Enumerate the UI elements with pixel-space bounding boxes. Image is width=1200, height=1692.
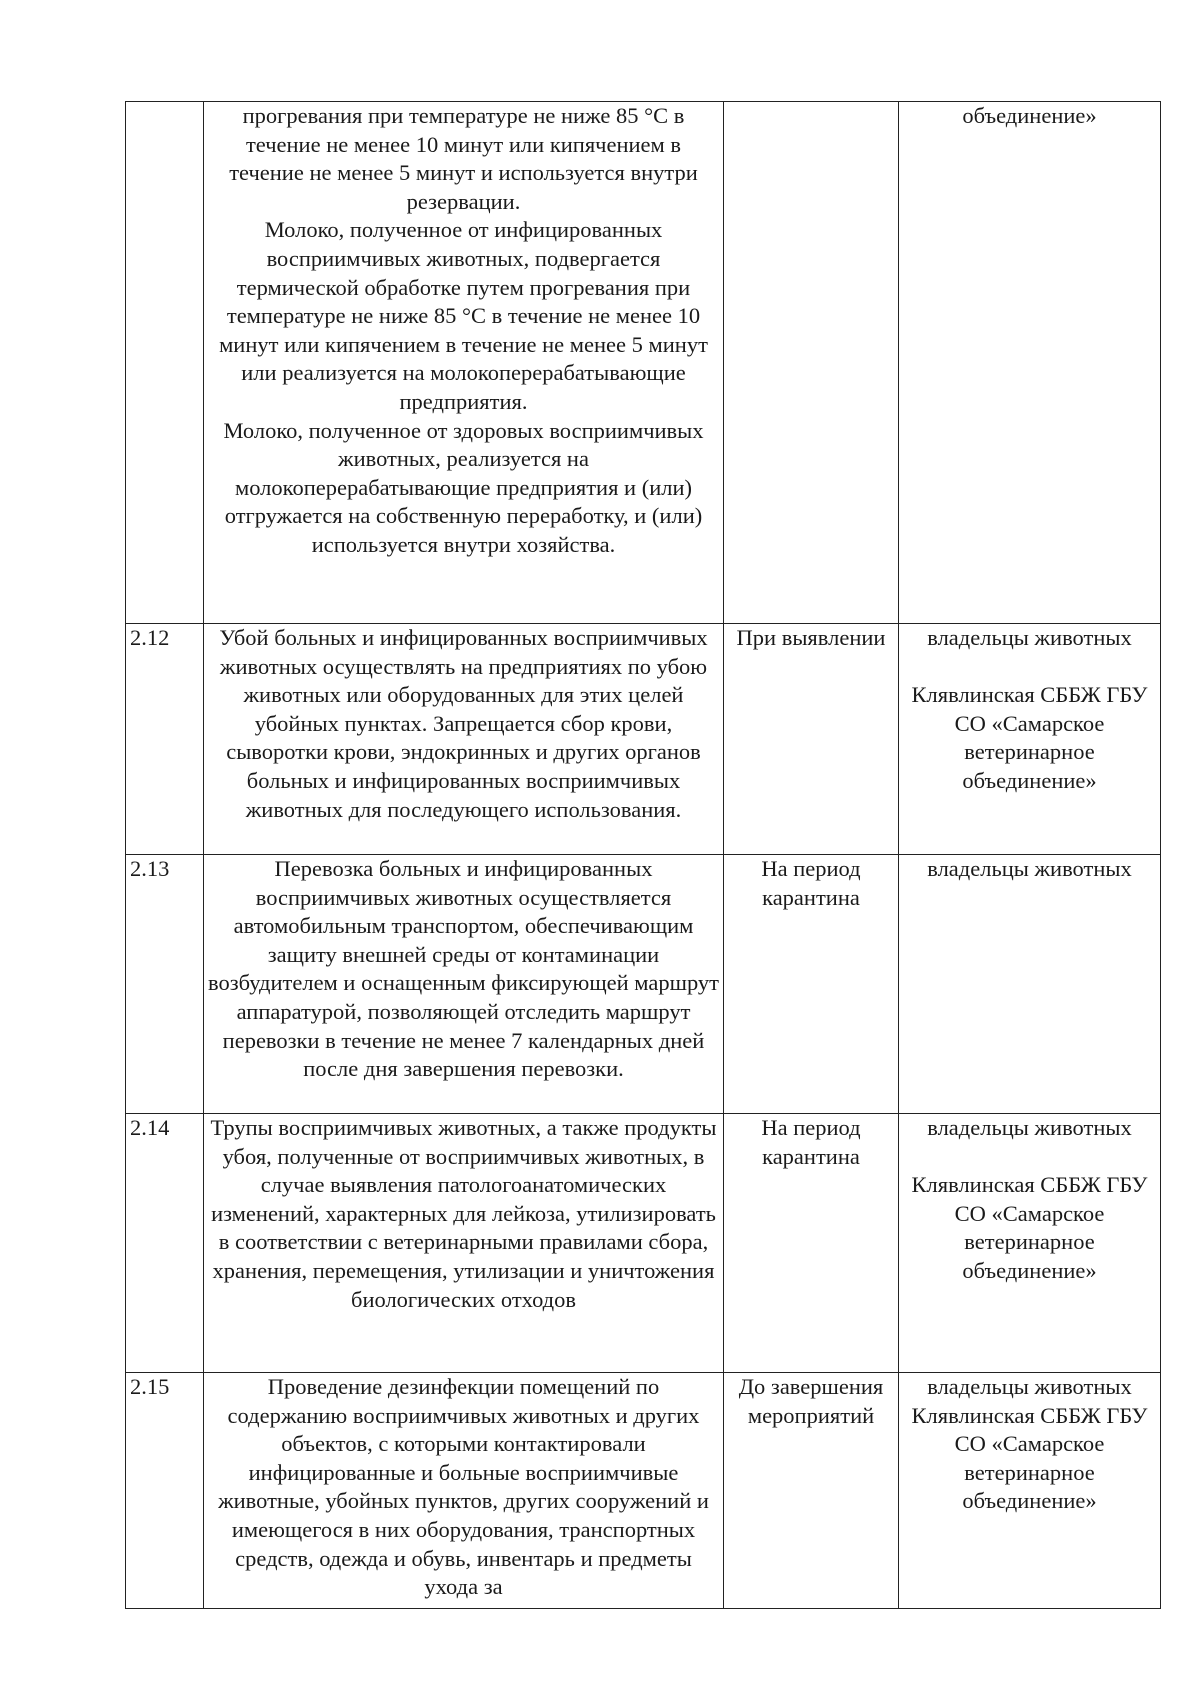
table-row: [126, 624, 1161, 855]
responsible-line: владельцы животных: [927, 625, 1132, 650]
action-paragraph: Молоко, полученное от инфицированных восприимчивых животных, подвергается термической обработке путем прогревания при температуре не ниже 85 °С в течение не менее 10 минут или кипячением в течение не менее 5 минут или реализуется на молокоперерабатывающие предприятия.: [219, 217, 708, 414]
row-number: 2.15: [126, 1373, 204, 1609]
action-cell: Убой больных и инфицированных восприимчивых животных осуществлять на предприятиях по убою животных или оборудованных для этих целей убойных пунктах. Запрещается сбор крови, сыворотки крови, эндокринных и других органов больных и инфицированных восприимчивых животных для последующего использования.: [204, 624, 724, 855]
action-paragraph: Молоко, полученное от здоровых восприимчивых животных, реализуется на молокоперерабатывающие предприятия и (или) отгружается на собственную переработку, и (или) используется внутри хозяйства.: [223, 417, 704, 557]
responsible-cell: [899, 1114, 1161, 1373]
term-cell: До завершения мероприятий: [724, 1373, 899, 1609]
action-cell: Проведение дезинфекции помещений по содержанию восприимчивых животных и других объектов, с которыми контактировали инфицированные и больные восприимчивые животные, убойных пунктов, других сооружений и имеющегося в них оборудования, транспортных средств, одежда и обувь, инвентарь и предметы ухода за: [204, 1373, 724, 1609]
table-row: [126, 1114, 1161, 1373]
term-cell: На период карантина: [724, 855, 899, 1114]
row-number: 2.12: [126, 624, 204, 855]
term-cell: При выявлении: [724, 624, 899, 855]
term-cell: [724, 102, 899, 624]
responsible-line: объединение»: [962, 103, 1097, 128]
spacer: [903, 1143, 1156, 1172]
responsible-line: Клявлинская СББЖ ГБУ СО «Самарское ветеринарное объединение»: [911, 1402, 1148, 1514]
action-cell: Перевозка больных и инфицированных восприимчивых животных осуществляется автомобильным транспортом, обеспечивающим защиту внешней среды от контаминации возбудителем и оснащенным фиксирующей маршрут аппаратурой, позволяющей отследить маршрут перевозки в течение не менее 7 календарных дней после дня завершения перевозки.: [204, 855, 724, 1114]
table-row: [126, 102, 1161, 624]
table-row: [126, 855, 1161, 1114]
responsible-line: владельцы животных: [927, 1374, 1132, 1399]
action-paragraph: прогревания при температуре не ниже 85 °С в течение не менее 10 минут или кипячением в течение не менее 5 минут и используется внутри резервации.: [229, 103, 698, 214]
responsible-cell: [899, 624, 1161, 855]
row-number: 2.14: [126, 1114, 204, 1373]
responsible-cell: [899, 102, 1161, 624]
responsible-cell: [899, 855, 1161, 1114]
action-cell: Трупы восприимчивых животных, а также продукты убоя, полученные от восприимчивых животных, в случае выявления патологоанатомических изменений, характерных для лейкоза, утилизировать в соответствии с ветеринарными правилами сбора, хранения, перемещения, утилизации и уничтожения биологических отходов: [204, 1114, 724, 1373]
responsible-line: владельцы животных: [927, 1115, 1132, 1140]
action-cell: [204, 102, 724, 624]
measures-table: [125, 101, 1161, 1609]
term-cell: На период карантина: [724, 1114, 899, 1373]
responsible-cell: [899, 1373, 1161, 1609]
responsible-line: владельцы животных: [927, 856, 1132, 881]
row-number: [126, 102, 204, 624]
spacer: [903, 653, 1156, 682]
table-row: [126, 1373, 1161, 1609]
responsible-line: Клявлинская СББЖ ГБУ СО «Самарское ветеринарное объединение»: [911, 682, 1148, 793]
row-number: 2.13: [126, 855, 204, 1114]
responsible-line: Клявлинская СББЖ ГБУ СО «Самарское ветеринарное объединение»: [911, 1172, 1148, 1283]
